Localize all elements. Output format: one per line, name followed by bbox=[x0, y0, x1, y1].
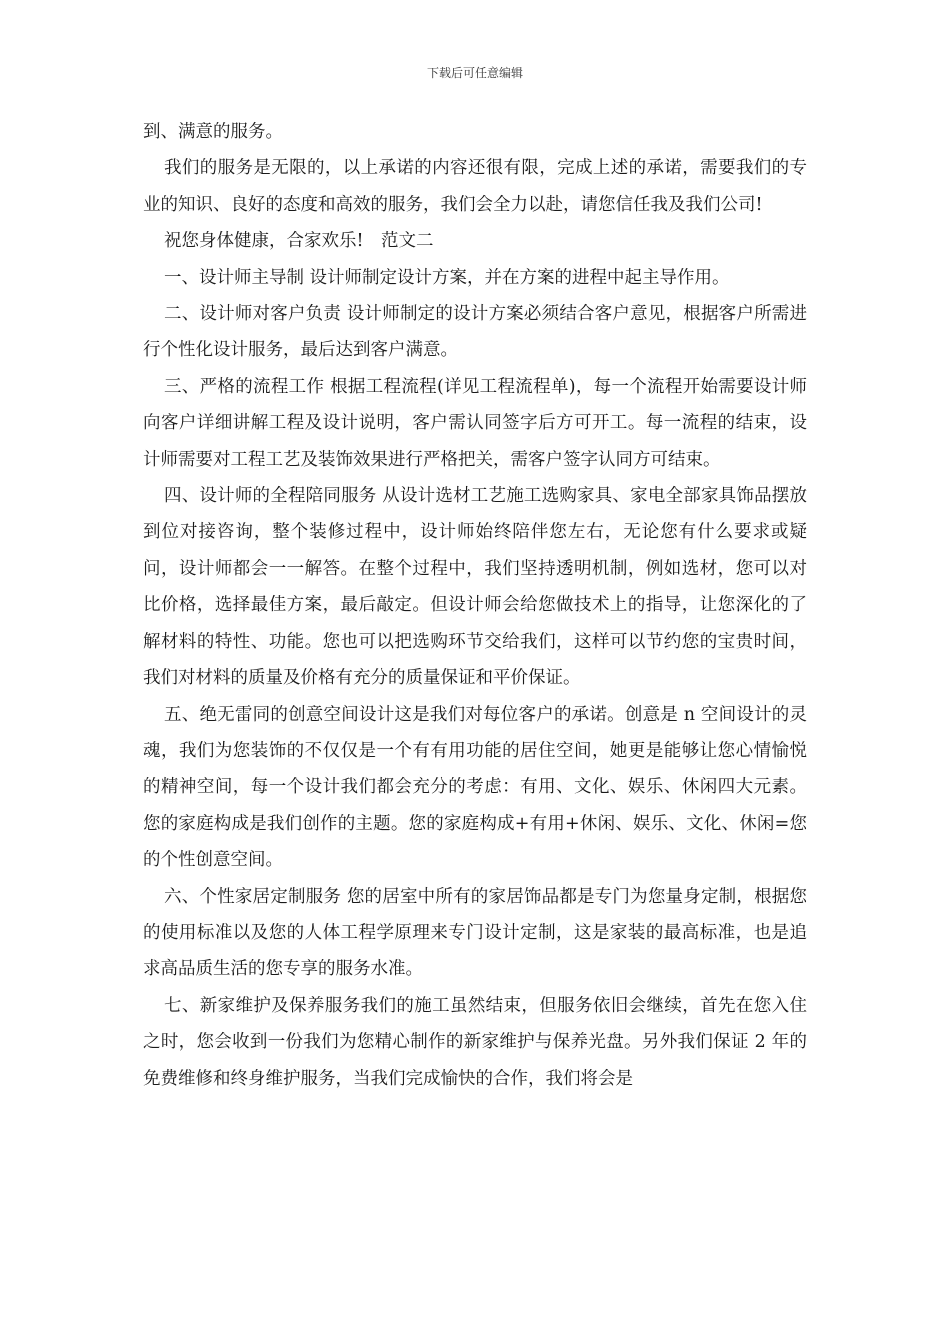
document-body bbox=[143, 114, 807, 1097]
paragraph-item-2: 二、设计师对客户负责 设计师制定的设计方案必须结合客户意见，根据客户所需进行个性化设计服务，最后达到客户满意。 bbox=[143, 304, 807, 361]
paragraph-item-7: 七、新家维护及保养服务我们的施工虽然结束，但服务依旧会继续，首先在您入住之时，您会收到一份我们为您精心制作的新家维护与保养光盘。另外我们保证 2 年的免费维修和终身维护服务，当我们完成愉快的合作，我们将会是 bbox=[143, 995, 807, 1089]
page-header: 下载后可任意编辑 bbox=[426, 66, 523, 80]
paragraph-continuation: 到、满意的服务。 bbox=[143, 122, 283, 142]
paragraph-item-3: 三、严格的流程工作 根据工程流程(详见工程流程单)，每一个流程开始需要设计师向客户详细讲解工程及设计说明，客户需认同签字后方可开工。每一流程的结束，设计师需要对工程工艺及装饰效果进行严格把关，需客户签字认同方可结束。 bbox=[143, 376, 807, 470]
paragraph-item-6: 六、个性家居定制服务 您的居室中所有的家居饰品都是专门为您量身定制，根据您的使用标准以及您的人体工程学原理来专门设计定制，这是家装的最高标准，也是追求高品质生活的您专享的服务水准。 bbox=[143, 886, 807, 980]
paragraph-service-commitment: 我们的服务是无限的，以上承诺的内容还很有限，完成上述的承诺，需要我们的专业的知识、良好的态度和高效的服务，我们会全力以赴，请您信任我及我们公司! bbox=[143, 158, 807, 215]
paragraph-item-4: 四、设计师的全程陪同服务 从设计选材工艺施工选购家具、家电全部家具饰品摆放到位对接咨询，整个装修过程中，设计师始终陪伴您左右，无论您有什么要求或疑问，设计师都会一一解答。在整个过程中，我们坚持透明机制，例如选材，您可以对比价格，选择最佳方案，最后敲定。但设计师会给您做技术上的指导，让您深化的了解材料的特性、功能。您也可以把选购环节交给我们，这样可以节约您的宝贵时间，我们对材料的质量及价格有充分的质量保证和平价保证。 bbox=[143, 486, 807, 689]
paragraph-item-5: 五、绝无雷同的创意空间设计这是我们对每位客户的承诺。创意是 n 空间设计的灵魂，我们为您装饰的不仅仅是一个有有用功能的居住空间，她更是能够让您心情愉悦的精神空间，每一个设计我们都会充分的考虑：有用、文化、娱乐、休闲四大元素。您的家庭构成是我们创作的主题。您的家庭构成+有用+休闲、娱乐、文化、休闲=您的个性创意空间。 bbox=[143, 704, 807, 871]
paragraph-greeting: 祝您身体健康，合家欢乐! 范文二 bbox=[164, 231, 434, 252]
paragraph-item-1: 一、设计师主导制 设计师制定设计方案，并在方案的进程中起主导作用。 bbox=[164, 267, 730, 288]
